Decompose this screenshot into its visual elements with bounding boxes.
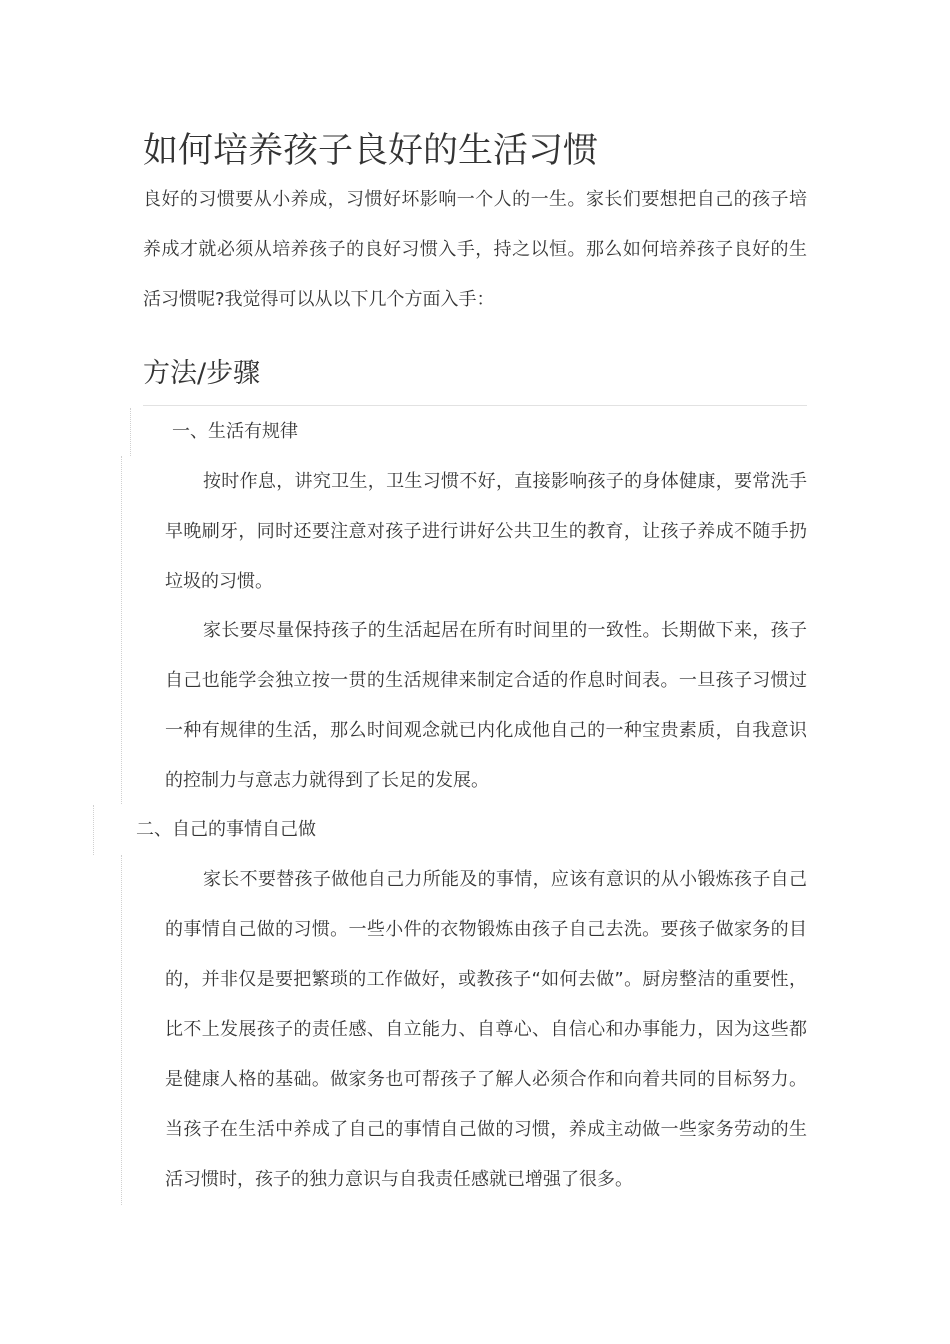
step-guide-line: [93, 805, 94, 855]
step-title: 二、自己的事情自己做: [136, 819, 316, 840]
step-guide-line: [121, 855, 122, 1205]
step-guide-line: [121, 456, 122, 804]
article-title: 如何培养孩子良好的生活习惯: [143, 131, 599, 171]
step-paragraph: 家长要尽量保持孩子的生活起居在所有时间里的一致性。长期做下来，孩子自己也能学会独立按一贯的生活规律来制定合适的作息时间表。一旦孩子习惯过一种有规律的生活，那么时间观念就已内化成他自己的一种宝贵素质，自我意识的控制力与意志力就得到了长足的发展。: [165, 620, 807, 791]
step-title: 一、生活有规律: [172, 421, 298, 442]
step-paragraph: 家长不要替孩子做他自己力所能及的事情，应该有意识的从小锻炼孩子自己的事情自己做的习惯。一些小件的衣物锻炼由孩子自己去洗。要孩子做家务的目的，并非仅是要把繁琐的工作做好，或教孩子“如何去做”。厨房整洁的重要性，比不上发展孩子的责任感、自立能力、自尊心、自信心和办事能力，因为这些都是健康人格的基础。做家务也可帮孩子了解人必须合作和向着共同的目标努力。当孩子在生活中养成了自己的事情自己做的习惯，养成主动做一些家务劳动的生活习惯时，孩子的独力意识与自我责任感就已增强了很多。: [165, 869, 807, 1190]
section-divider: [143, 405, 807, 406]
article-intro: 良好的习惯要从小养成，习惯好坏影响一个人的一生。家长们要想把自己的孩子培养成才就必须从培养孩子的良好习惯入手，持之以恒。那么如何培养孩子良好的生活习惯呢?我觉得可以从以下几个方面入手：: [143, 189, 807, 310]
step-guide-line: [130, 408, 131, 456]
step-paragraph: 按时作息，讲究卫生，卫生习惯不好，直接影响孩子的身体健康，要常洗手早晚刷牙，同时还要注意对孩子进行讲好公共卫生的教育，让孩子养成不随手扔垃圾的习惯。: [165, 471, 807, 592]
section-heading: 方法/步骤: [143, 358, 261, 389]
